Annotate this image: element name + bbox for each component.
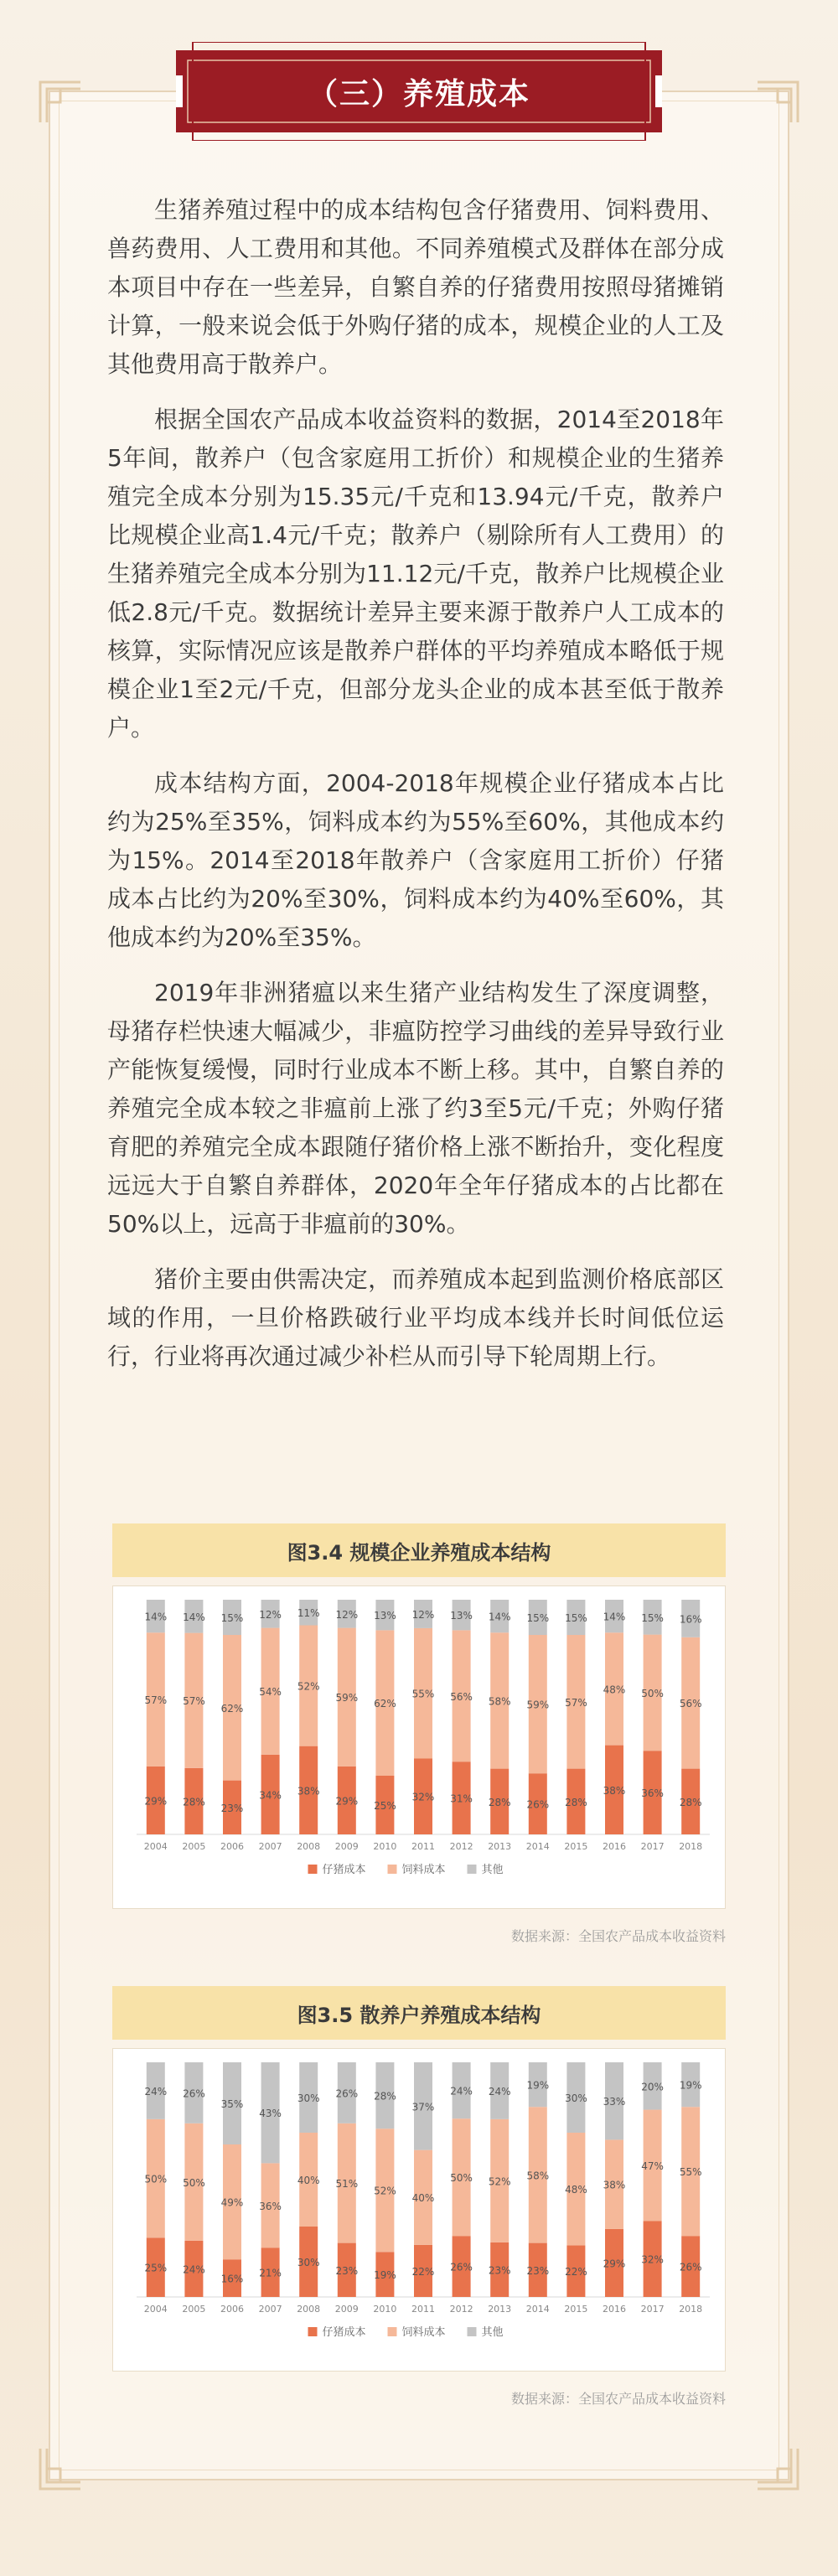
data-label: 56% <box>450 1690 473 1703</box>
legend-swatch <box>468 1865 477 1874</box>
tick-label: 2017 <box>640 2304 665 2315</box>
data-label: 48% <box>603 1684 626 1696</box>
data-label: 59% <box>526 1699 550 1711</box>
data-label: 59% <box>335 1692 359 1704</box>
data-label: 40% <box>297 2175 320 2186</box>
chart-box <box>112 2048 726 2372</box>
chart-title: 图3.5 散养户养殖成本结构 <box>112 1986 726 2040</box>
tick-label: 2007 <box>258 1841 282 1852</box>
data-label: 38% <box>603 2179 626 2191</box>
legend-swatch <box>388 2327 397 2336</box>
corner-ornament-bottom-left-icon <box>37 2445 84 2492</box>
data-label: 20% <box>641 2081 664 2093</box>
data-label: 30% <box>297 2257 320 2268</box>
data-label: 62% <box>220 1702 244 1715</box>
tick-label: 2005 <box>182 2304 206 2315</box>
tick-label: 2006 <box>220 2304 244 2315</box>
data-label: 14% <box>144 1611 168 1623</box>
data-label: 57% <box>565 1696 587 1709</box>
data-label: 33% <box>603 2096 626 2108</box>
data-label: 24% <box>144 2085 168 2098</box>
data-label: 50% <box>144 2173 168 2185</box>
data-label: 23% <box>335 2264 359 2277</box>
data-label: 52% <box>488 2175 511 2188</box>
tick-label: 2010 <box>373 1841 397 1852</box>
data-label: 23% <box>220 1802 244 1814</box>
paragraph-1: 生猪养殖过程中的成本结构包含仔猪费用、饲料费用、兽药费用、人工费用和其他。不同养殖模式及群体在部分成本项目中存在一些差异，自繁自养的仔猪费用按照母猪摊销计算，一般来说会低于外购仔猪的成本，规模企业的人工及其他费用高于散养户。 <box>107 196 724 378</box>
chart-svg <box>113 2049 725 2367</box>
legend-label: 其他 <box>481 1864 504 1876</box>
data-label: 16% <box>220 2273 244 2285</box>
data-label: 14% <box>183 1611 205 1623</box>
data-label: 37% <box>411 2101 435 2113</box>
data-label: 58% <box>488 1695 511 1708</box>
tick-label: 2014 <box>525 1841 550 1852</box>
data-label: 43% <box>259 2108 282 2120</box>
data-label: 58% <box>526 2170 550 2182</box>
data-label: 11% <box>297 1607 320 1620</box>
legend-swatch <box>468 2327 477 2336</box>
tick-label: 2015 <box>564 2304 588 2315</box>
data-label: 56% <box>679 1698 702 1710</box>
data-label: 50% <box>450 2172 473 2185</box>
paragraph-2: 根据全国农产品成本收益资料的数据，2014至2018年5年间，散养户（包含家庭用工折价）和规模企业的生猪养殖完全成本分别为15.35元/千克和13.94元/千克，散养户比规模企业高1.4元/千克；散养户（剔除所有人工费用）的生猪养殖完全成本分别为11.12元/千克，散养户比规模企业低2.8元/千克。数据统计差异主要来源于散养户人工成本的核算，实际情况应该是散养户群体的平均养殖成本略低于规模企业1至2元/千克，但部分龙头企业的成本甚至低于散养户。 <box>107 406 724 742</box>
data-label: 19% <box>374 2269 396 2282</box>
data-label: 29% <box>144 1795 168 1808</box>
data-label: 32% <box>411 1791 435 1803</box>
data-label: 34% <box>259 1789 282 1802</box>
data-label: 24% <box>450 2085 473 2098</box>
tick-label: 2016 <box>603 2304 626 2315</box>
data-label: 62% <box>374 1698 396 1710</box>
tick-label: 2013 <box>488 2304 512 2315</box>
data-label: 16% <box>679 1613 702 1626</box>
tick-label: 2014 <box>525 2304 550 2315</box>
section-title: （三）养殖成本 <box>307 76 530 111</box>
data-label: 28% <box>565 1796 587 1808</box>
data-label: 30% <box>297 2092 320 2104</box>
data-label: 12% <box>335 1608 359 1621</box>
data-label: 57% <box>144 1694 168 1706</box>
data-label: 12% <box>259 1608 282 1621</box>
tick-label: 2008 <box>297 2304 321 2315</box>
data-label: 55% <box>679 2166 702 2179</box>
data-label: 48% <box>565 2184 587 2196</box>
legend-swatch <box>388 1865 397 1874</box>
paragraph-3: 成本结构方面，2004-2018年规模企业仔猪成本占比约为25%至35%，饲料成本约为55%至60%，其他成本约为15%。2014至2018年散养户（含家庭用工折价）仔猪成本占比约为20%至30%，饲料成本约为40%至60%，其他成本约为20%至35%。 <box>107 769 724 951</box>
tick-label: 2007 <box>258 2304 282 2315</box>
legend-label: 其他 <box>481 2326 504 2339</box>
data-label: 21% <box>259 2267 282 2279</box>
corner-ornament-bottom-right-icon <box>754 2445 801 2492</box>
legend-swatch <box>308 1865 318 1874</box>
tick-label: 2008 <box>297 1841 321 1852</box>
data-label: 15% <box>526 1612 550 1624</box>
legend-label: 饲料成本 <box>401 1864 446 1876</box>
tick-label: 2005 <box>182 1841 206 1852</box>
tick-label: 2004 <box>143 1841 168 1852</box>
data-label: 26% <box>679 2261 702 2273</box>
tick-label: 2017 <box>640 1841 665 1852</box>
data-label: 29% <box>335 1795 359 1808</box>
data-label: 36% <box>641 1787 664 1800</box>
legend-label: 仔猪成本 <box>322 2326 366 2339</box>
data-label: 49% <box>220 2196 244 2209</box>
tick-label: 2009 <box>334 2304 359 2315</box>
data-label: 23% <box>488 2264 511 2277</box>
data-label: 29% <box>603 2258 626 2270</box>
tick-label: 2018 <box>679 1841 703 1852</box>
data-label: 22% <box>411 2265 435 2278</box>
tick-label: 2011 <box>411 1841 435 1852</box>
data-label: 13% <box>374 1610 396 1622</box>
data-label: 32% <box>641 2253 664 2266</box>
data-label: 31% <box>450 1792 473 1805</box>
data-label: 14% <box>488 1611 511 1623</box>
data-label: 22% <box>565 2266 587 2279</box>
tick-label: 2016 <box>603 1841 626 1852</box>
data-label: 26% <box>450 2261 473 2273</box>
data-label: 19% <box>679 2079 702 2092</box>
data-label: 51% <box>335 2178 359 2191</box>
data-label: 24% <box>488 2085 511 2098</box>
data-label: 25% <box>144 2262 168 2274</box>
tick-label: 2018 <box>679 2304 703 2315</box>
paragraph-4: 2019年非洲猪瘟以来生猪产业结构发生了深度调整，母猪存栏快速大幅减少，非瘟防控学习曲线的差异导致行业产能恢复缓慢，同时行业成本不断上移。其中，自繁自养的养殖完全成本较之非瘟前上涨了约3至5元/千克；外购仔猪育肥的养殖完全成本跟随仔猪价格上涨不断抬升，变化程度远远大于自繁自养群体，2020年全年仔猪成本的占比都在50%以上，远高于非瘟前的30%。 <box>107 979 724 1238</box>
data-label: 15% <box>220 1612 244 1624</box>
data-label: 30% <box>565 2092 587 2104</box>
tick-label: 2012 <box>449 1841 473 1852</box>
data-label: 28% <box>374 2090 396 2103</box>
data-label: 25% <box>374 1800 396 1812</box>
chart-title: 图3.4 规模企业养殖成本结构 <box>112 1523 726 1577</box>
tick-label: 2009 <box>334 1841 359 1852</box>
legend-label: 仔猪成本 <box>322 1864 366 1876</box>
data-label: 28% <box>679 1796 702 1808</box>
data-label: 52% <box>297 1680 320 1693</box>
data-label: 26% <box>526 1798 550 1811</box>
data-label: 38% <box>603 1784 626 1797</box>
data-label: 52% <box>374 2185 396 2197</box>
article-body <box>107 191 724 1393</box>
data-label: 40% <box>411 2192 435 2205</box>
data-label: 23% <box>526 2264 550 2277</box>
chart-source: 数据来源：全国农产品成本收益资料 <box>510 1928 726 1944</box>
chart-small-farmer <box>112 1986 726 2408</box>
tick-label: 2015 <box>564 1841 588 1852</box>
legend-label: 饲料成本 <box>401 2326 446 2339</box>
data-label: 47% <box>641 2160 664 2173</box>
tick-label: 2011 <box>411 2304 435 2315</box>
data-label: 26% <box>183 2087 205 2100</box>
chart-box <box>112 1585 726 1909</box>
tick-label: 2012 <box>449 2304 473 2315</box>
data-label: 15% <box>565 1612 587 1624</box>
data-label: 50% <box>183 2176 205 2189</box>
data-label: 19% <box>526 2079 550 2092</box>
data-label: 14% <box>603 1611 626 1623</box>
data-label: 24% <box>183 2263 205 2276</box>
corner-ornament-top-left-icon <box>37 79 84 126</box>
data-label: 50% <box>641 1687 664 1699</box>
tick-label: 2010 <box>373 2304 397 2315</box>
data-label: 12% <box>411 1608 435 1621</box>
legend-swatch <box>308 2327 318 2336</box>
data-label: 13% <box>450 1610 473 1622</box>
data-label: 36% <box>259 2200 282 2212</box>
data-label: 38% <box>297 1785 320 1798</box>
data-label: 55% <box>411 1688 435 1700</box>
chart-source: 数据来源：全国农产品成本收益资料 <box>510 2391 726 2407</box>
tick-label: 2006 <box>220 1841 244 1852</box>
data-label: 28% <box>183 1796 205 1808</box>
tick-label: 2004 <box>143 2304 168 2315</box>
paragraph-5: 猪价主要由供需决定，而养殖成本起到监测价格底部区域的作用，一旦价格跌破行业平均成本线并长时间低位运行，行业将再次通过减少补栏从而引导下轮周期上行。 <box>107 1265 724 1370</box>
corner-ornament-top-right-icon <box>754 79 801 126</box>
data-label: 57% <box>183 1695 205 1708</box>
data-label: 26% <box>335 2087 359 2100</box>
data-label: 35% <box>220 2098 244 2110</box>
tick-label: 2013 <box>488 1841 512 1852</box>
chart-scale-enterprise <box>112 1523 726 1945</box>
chart-svg <box>113 1586 725 1905</box>
data-label: 15% <box>641 1611 664 1624</box>
data-label: 54% <box>259 1686 282 1699</box>
data-label: 28% <box>488 1796 511 1808</box>
